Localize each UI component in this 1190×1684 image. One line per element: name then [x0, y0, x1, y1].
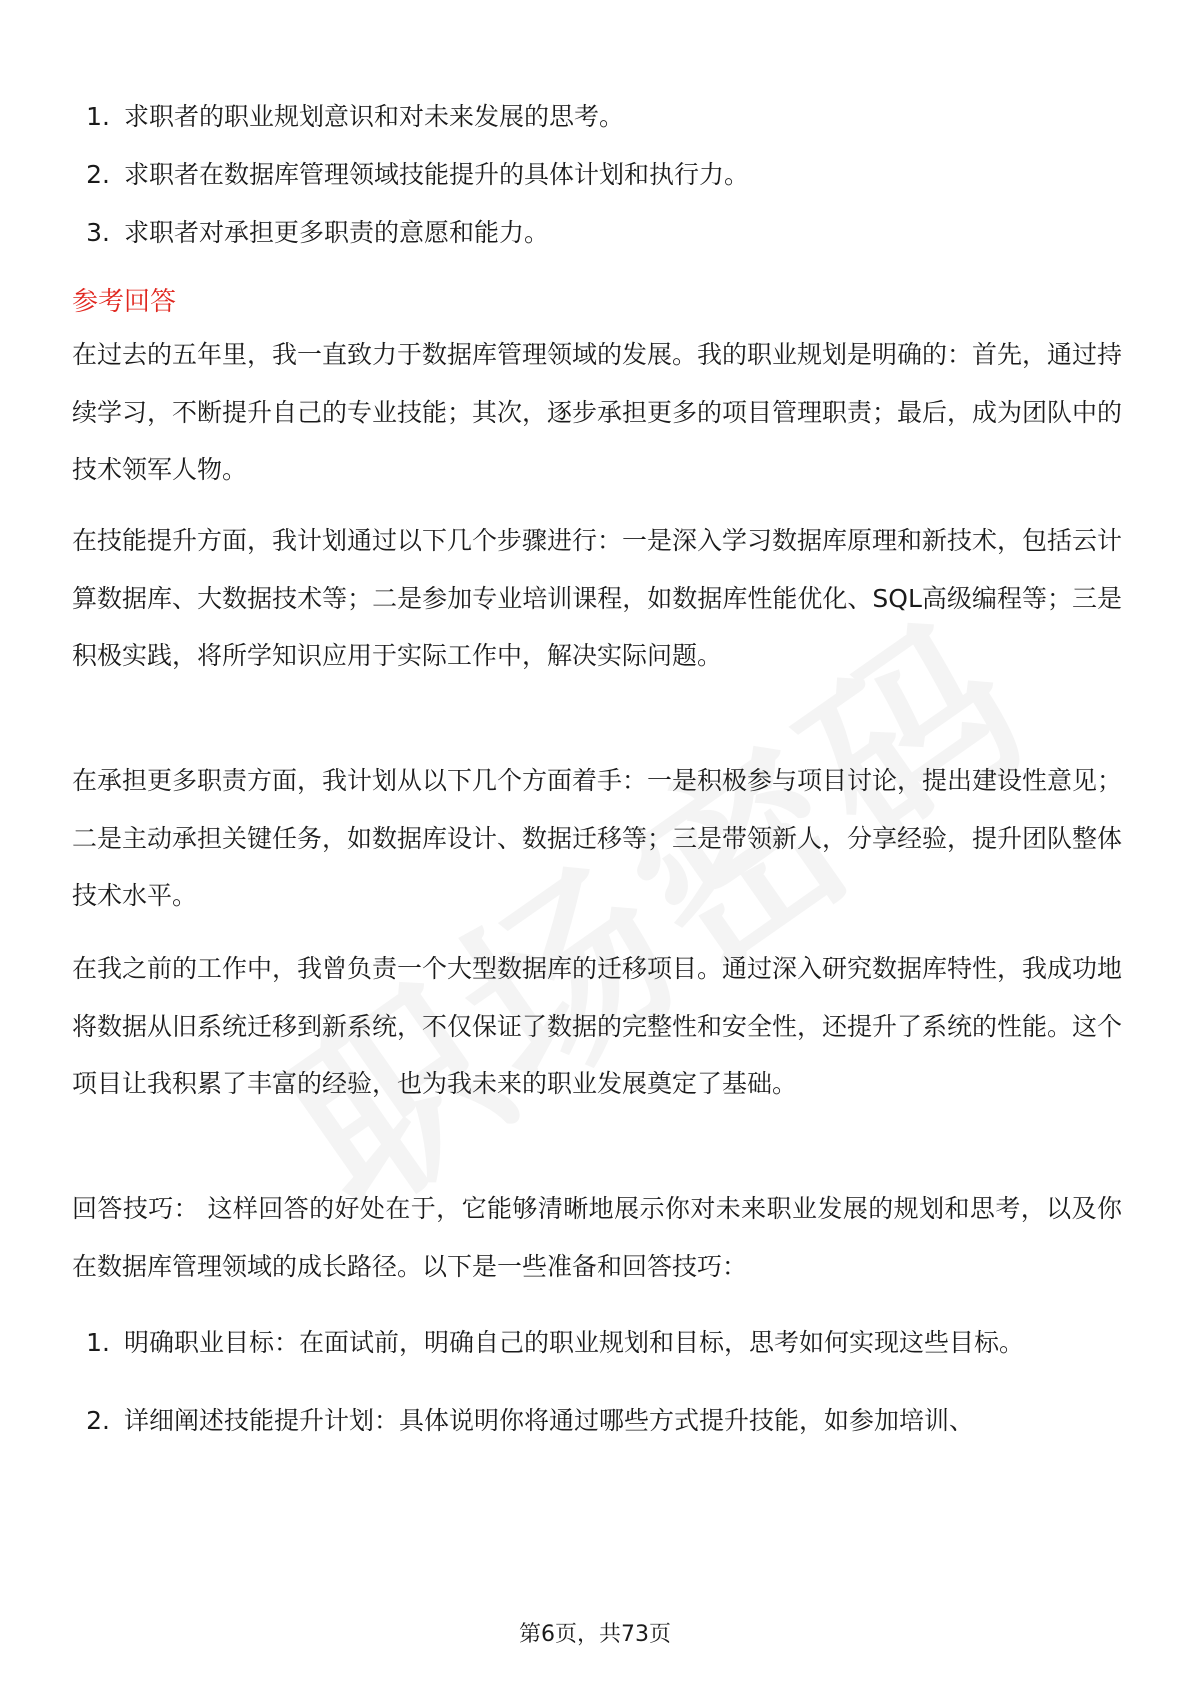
paragraph: 回答技巧： 这样回答的好处在于，它能够清晰地展示你对未来职业发展的规划和思考，以及你在数据库管理领域的成长路径。以下是一些准备和回答技巧： — [72, 1194, 1122, 1281]
list-number: 2. — [86, 160, 110, 189]
list-text: 详细阐述技能提升计划：具体说明你将通过哪些方式提升技能，如参加培训、 — [124, 1405, 975, 1435]
list-item — [72, 146, 1132, 204]
list-item — [72, 204, 1132, 262]
top-numbered-list — [72, 88, 1132, 262]
list-item — [72, 1392, 1132, 1450]
list-number: 1. — [86, 1328, 110, 1357]
list-number: 2. — [86, 1405, 110, 1435]
page-footer: 第6页，共73页 — [519, 1622, 671, 1647]
list-item — [72, 88, 1132, 146]
list-number: 1. — [86, 102, 110, 131]
list-text: 明确职业目标：在面试前，明确自己的职业规划和目标，思考如何实现这些目标。 — [124, 1328, 1025, 1357]
paragraph: 在过去的五年里，我一直致力于数据库管理领域的发展。我的职业规划是明确的：首先，通过持续学习，不断提升自己的专业技能；其次，逐步承担更多的项目管理职责；最后，成为团队中的技术领军人物。 — [72, 340, 1123, 484]
paragraph: 在我之前的工作中，我曾负责一个大型数据库的迁移项目。通过深入研究数据库特性，我成功地将数据从旧系统迁移到新系统，不仅保证了数据的完整性和安全性，还提升了系统的性能。这个项目让我积累了丰富的经验，也为我未来的职业发展奠定了基础。 — [72, 954, 1123, 1098]
list-text: 求职者的职业规划意识和对未来发展的思考。 — [124, 102, 625, 131]
list-text: 求职者在数据库管理领域技能提升的具体计划和执行力。 — [124, 160, 750, 189]
paragraph: 在承担更多职责方面，我计划从以下几个方面着手：一是积极参与项目讨论，提出建设性意见；二是主动承担关键任务，如数据库设计、数据迁移等；三是带领新人，分享经验，提升团队整体技术水平。 — [72, 766, 1123, 910]
list-item — [72, 1314, 1132, 1372]
bottom-numbered-list — [72, 1314, 1132, 1449]
list-number: 3. — [86, 218, 110, 247]
section-heading: 参考回答 — [72, 287, 177, 317]
paragraph: 在技能提升方面，我计划通过以下几个步骤进行：一是深入学习数据库原理和新技术，包括云计算数据库、大数据技术等；二是参加专业培训课程，如数据库性能优化、SQL高级编程等；三是积极实践，将所学知识应用于实际工作中，解决实际问题。 — [72, 526, 1123, 670]
list-text: 求职者对承担更多职责的意愿和能力。 — [124, 218, 550, 247]
